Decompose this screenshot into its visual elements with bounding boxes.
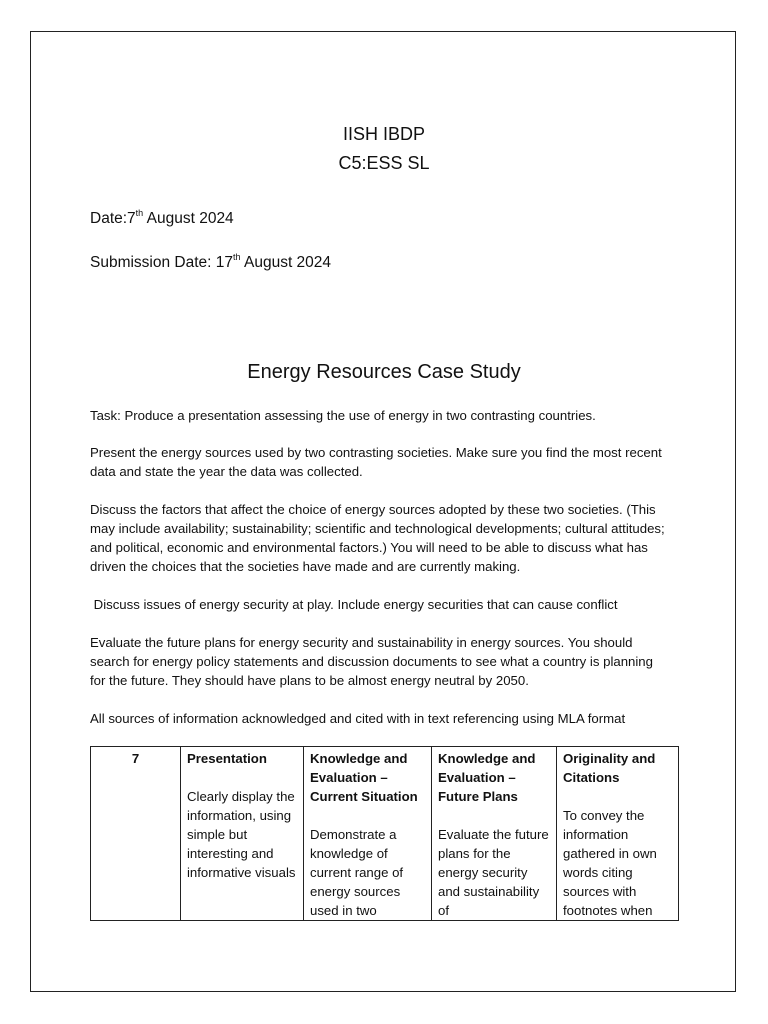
rubric-description: Clearly display the information, using simple but interesting and informative visuals xyxy=(187,789,296,880)
rubric-score: 7 xyxy=(91,747,181,921)
submission-date-line: Submission Date: 17th August 2024 xyxy=(90,252,332,271)
rubric-column-presentation xyxy=(181,747,304,921)
rubric-column-originality xyxy=(557,747,679,921)
date-line: Date:7th August 2024 xyxy=(90,208,234,227)
header-course: C5:ESS SL xyxy=(338,153,430,173)
rubric-description: Evaluate the future plans for the energy security and sustainability of xyxy=(438,827,549,918)
header-school: IISH IBDP xyxy=(342,124,426,144)
rubric-description: To convey the information gathered in own words citing sources with footnotes when xyxy=(563,808,657,918)
paragraph-energy-sources: Present the energy sources used by two contrasting societies. Make sure you find the most recent data and state the year the data was collected. xyxy=(90,445,662,479)
document-title: Energy Resources Case Study xyxy=(247,361,521,383)
rubric-heading: Originality and Citations xyxy=(563,751,656,785)
rubric-table xyxy=(90,746,679,921)
rubric-column-future-plans xyxy=(432,747,557,921)
rubric-heading: Knowledge and Evaluation – Current Situation xyxy=(310,751,418,804)
rubric-heading: Presentation xyxy=(187,751,267,766)
paragraph-task: Task: Produce a presentation assessing the use of energy in two contrasting countries. xyxy=(90,408,596,423)
rubric-description: Demonstrate a knowledge of current range of energy sources used in two xyxy=(310,827,404,918)
paragraph-security: Discuss issues of energy security at play. Include energy securities that can cause conflict xyxy=(90,597,618,612)
paragraph-future-plans: Evaluate the future plans for energy security and sustainability in energy sources. You should search for energy policy statements and discussion documents to see what a country is planning for the future. They should have plans to be almost energy neutral by 2050. xyxy=(90,635,653,688)
paragraph-sources: All sources of information acknowledged and cited with in text referencing using MLA format xyxy=(90,711,626,726)
table-row xyxy=(91,747,679,921)
rubric-column-current-situation xyxy=(304,747,432,921)
rubric-heading: Knowledge and Evaluation – Future Plans xyxy=(438,751,536,804)
paragraph-factors: Discuss the factors that affect the choice of energy sources adopted by these two societies. (This may include availability; sustainability; scientific and technological developments; cultural attitudes; and political, economic and environmental factors.) You will need to be able to discuss what has driven the choices that the societies have made and are currently making. xyxy=(90,502,665,574)
